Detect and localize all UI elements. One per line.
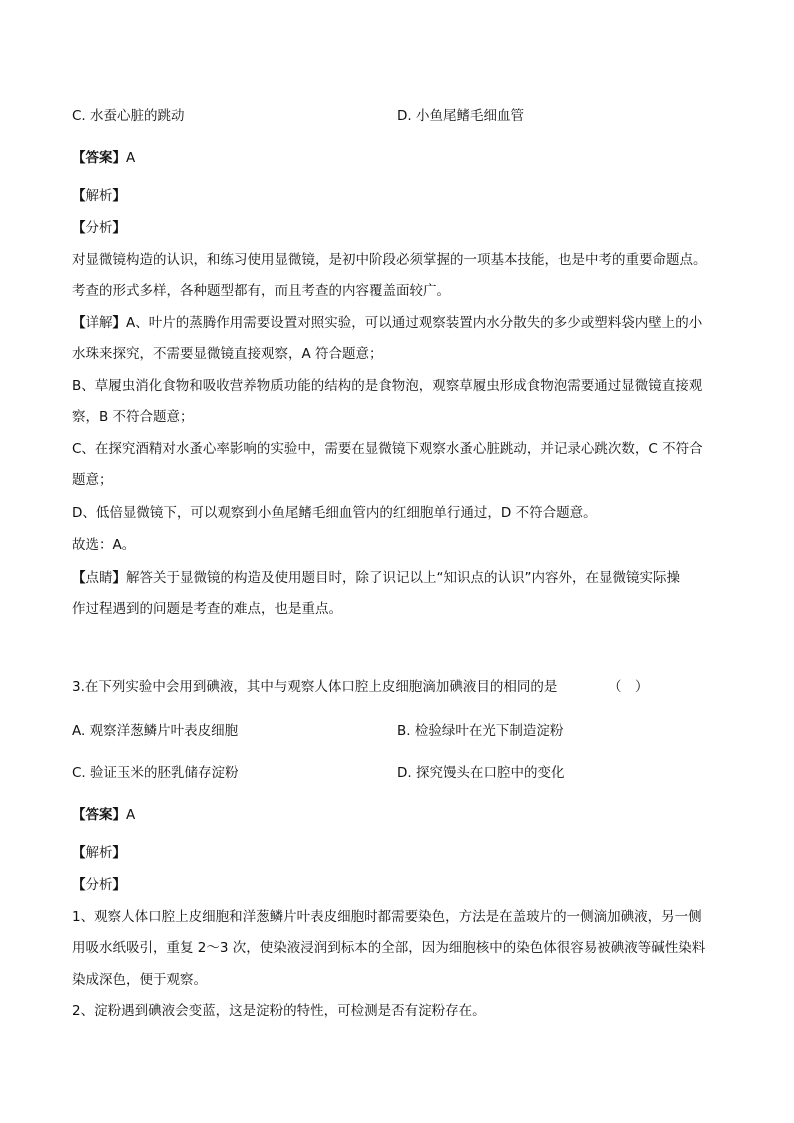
q3-jiexi-tag: 解析 — [85, 845, 113, 861]
q2-xiangjie-tag: 详解 — [85, 315, 113, 331]
q2-xiangjie-a2: 水珠来探究，不需要显微镜直接观察，A 符合题意； — [72, 346, 383, 362]
q3-paren: （ ） — [608, 679, 649, 695]
q2-fenxi-heading: 【分析】 — [72, 220, 126, 236]
q2-answer-tag: 答案 — [85, 150, 113, 166]
q3-fenxi-2: 2、淀粉遇到碘液会变蓝，这是淀粉的特性，可检测是否有淀粉存在。 — [72, 1003, 486, 1019]
q2-xiangjie-a1: 【详解】A、叶片的蒸腾作用需要设置对照实验，可以通过观察装置内水分散失的多少或塑料袋内壁上的小 — [72, 315, 703, 331]
q3-fenxi-1c: 染成深色，便于观察。 — [72, 972, 207, 988]
q2-jiexi-tag: 解析 — [85, 188, 113, 204]
q2-xiangjie-b2: 察，B 不符合题意； — [72, 409, 194, 425]
q2-xiangjie-b1: B、草履虫消化食物和吸收营养物质功能的结构的是食物泡，观察草履虫形成食物泡需要通过显微镜直接观 — [72, 378, 703, 394]
q2-jiexi-heading: 【解析】 — [72, 188, 126, 204]
q3-option-d: D. 探究馒头在口腔中的变化 — [397, 765, 565, 781]
q2-xiangjie-c2: 题意； — [72, 472, 113, 488]
q2-option-c: C. 水蚕心脏的跳动 — [72, 108, 185, 124]
q2-dianjing-1-text: 解答关于显微镜的构造及使用题目时，除了识记以上“知识点的认识”内容外，在显微镜实际操 — [126, 570, 680, 586]
q2-xiangjie-a1-text: A、叶片的蒸腾作用需要设置对照实验，可以通过观察装置内水分散失的多少或塑料袋内壁上的小 — [126, 315, 703, 331]
q2-fenxi-line2: 考查的形式多样，各种题型都有，而且考查的内容覆盖面较广。 — [72, 283, 450, 299]
q3-fenxi-tag: 分析 — [85, 877, 113, 893]
q3-answer-value: A — [126, 807, 136, 823]
q2-fenxi-line1: 对显微镜构造的认识，和练习使用显微镜，是初中阶段必须掌握的一项基本技能，也是中考的重要命题点。 — [72, 252, 707, 268]
q3-option-a: A. 观察洋葱鳞片叶表皮细胞 — [72, 723, 239, 739]
q2-xiangjie-d1: D、低倍显微镜下，可以观察到小鱼尾鳍毛细血管内的红细胞单行通过，D 不符合题意。 — [72, 505, 597, 521]
q2-answer-value: A — [126, 150, 136, 166]
q3-answer-tag: 答案 — [85, 807, 113, 823]
q2-dianjing-1: 【点睛】解答关于显微镜的构造及使用题目时，除了识记以上“知识点的认识”内容外，在显微镜实际操 — [72, 570, 680, 586]
q3-answer: 【答案】A — [72, 807, 136, 823]
q2-dianjing-tag: 点睛 — [85, 570, 113, 586]
q2-guxuan: 故选：A。 — [72, 537, 136, 553]
q3-fenxi-1b: 用吸水纸吸引，重复 2～3 次，使染液浸润到标本的全部，因为细胞核中的染色体很容易被碘液等碱性染料 — [72, 940, 706, 956]
q2-xiangjie-c1: C、在探究酒精对水蚤心率影响的实验中，需要在显微镜下观察水蚤心脏跳动，并记录心跳次数，C 不符合 — [72, 441, 703, 457]
q3-option-b: B. 检验绿叶在光下制造淀粉 — [397, 723, 564, 739]
q3-option-c: C. 验证玉米的胚乳储存淀粉 — [72, 765, 239, 781]
q2-answer: 【答案】A — [72, 150, 136, 166]
q2-option-d: D. 小鱼尾鳍毛细血管 — [397, 108, 524, 124]
q3-fenxi-1a: 1、观察人体口腔上皮细胞和洋葱鳞片叶表皮细胞时都需要染色，方法是在盖玻片的一侧滴加碘液，另一侧 — [72, 909, 702, 925]
q3-stem: 3.在下列实验中会用到碘液，其中与观察人体口腔上皮细胞滴加碘液目的相同的是 — [72, 679, 558, 695]
q3-jiexi-heading: 【解析】 — [72, 845, 126, 861]
q2-dianjing-2: 作过程遇到的问题是考查的难点，也是重点。 — [72, 601, 342, 617]
q2-fenxi-tag: 分析 — [85, 220, 113, 236]
q3-fenxi-heading: 【分析】 — [72, 877, 126, 893]
